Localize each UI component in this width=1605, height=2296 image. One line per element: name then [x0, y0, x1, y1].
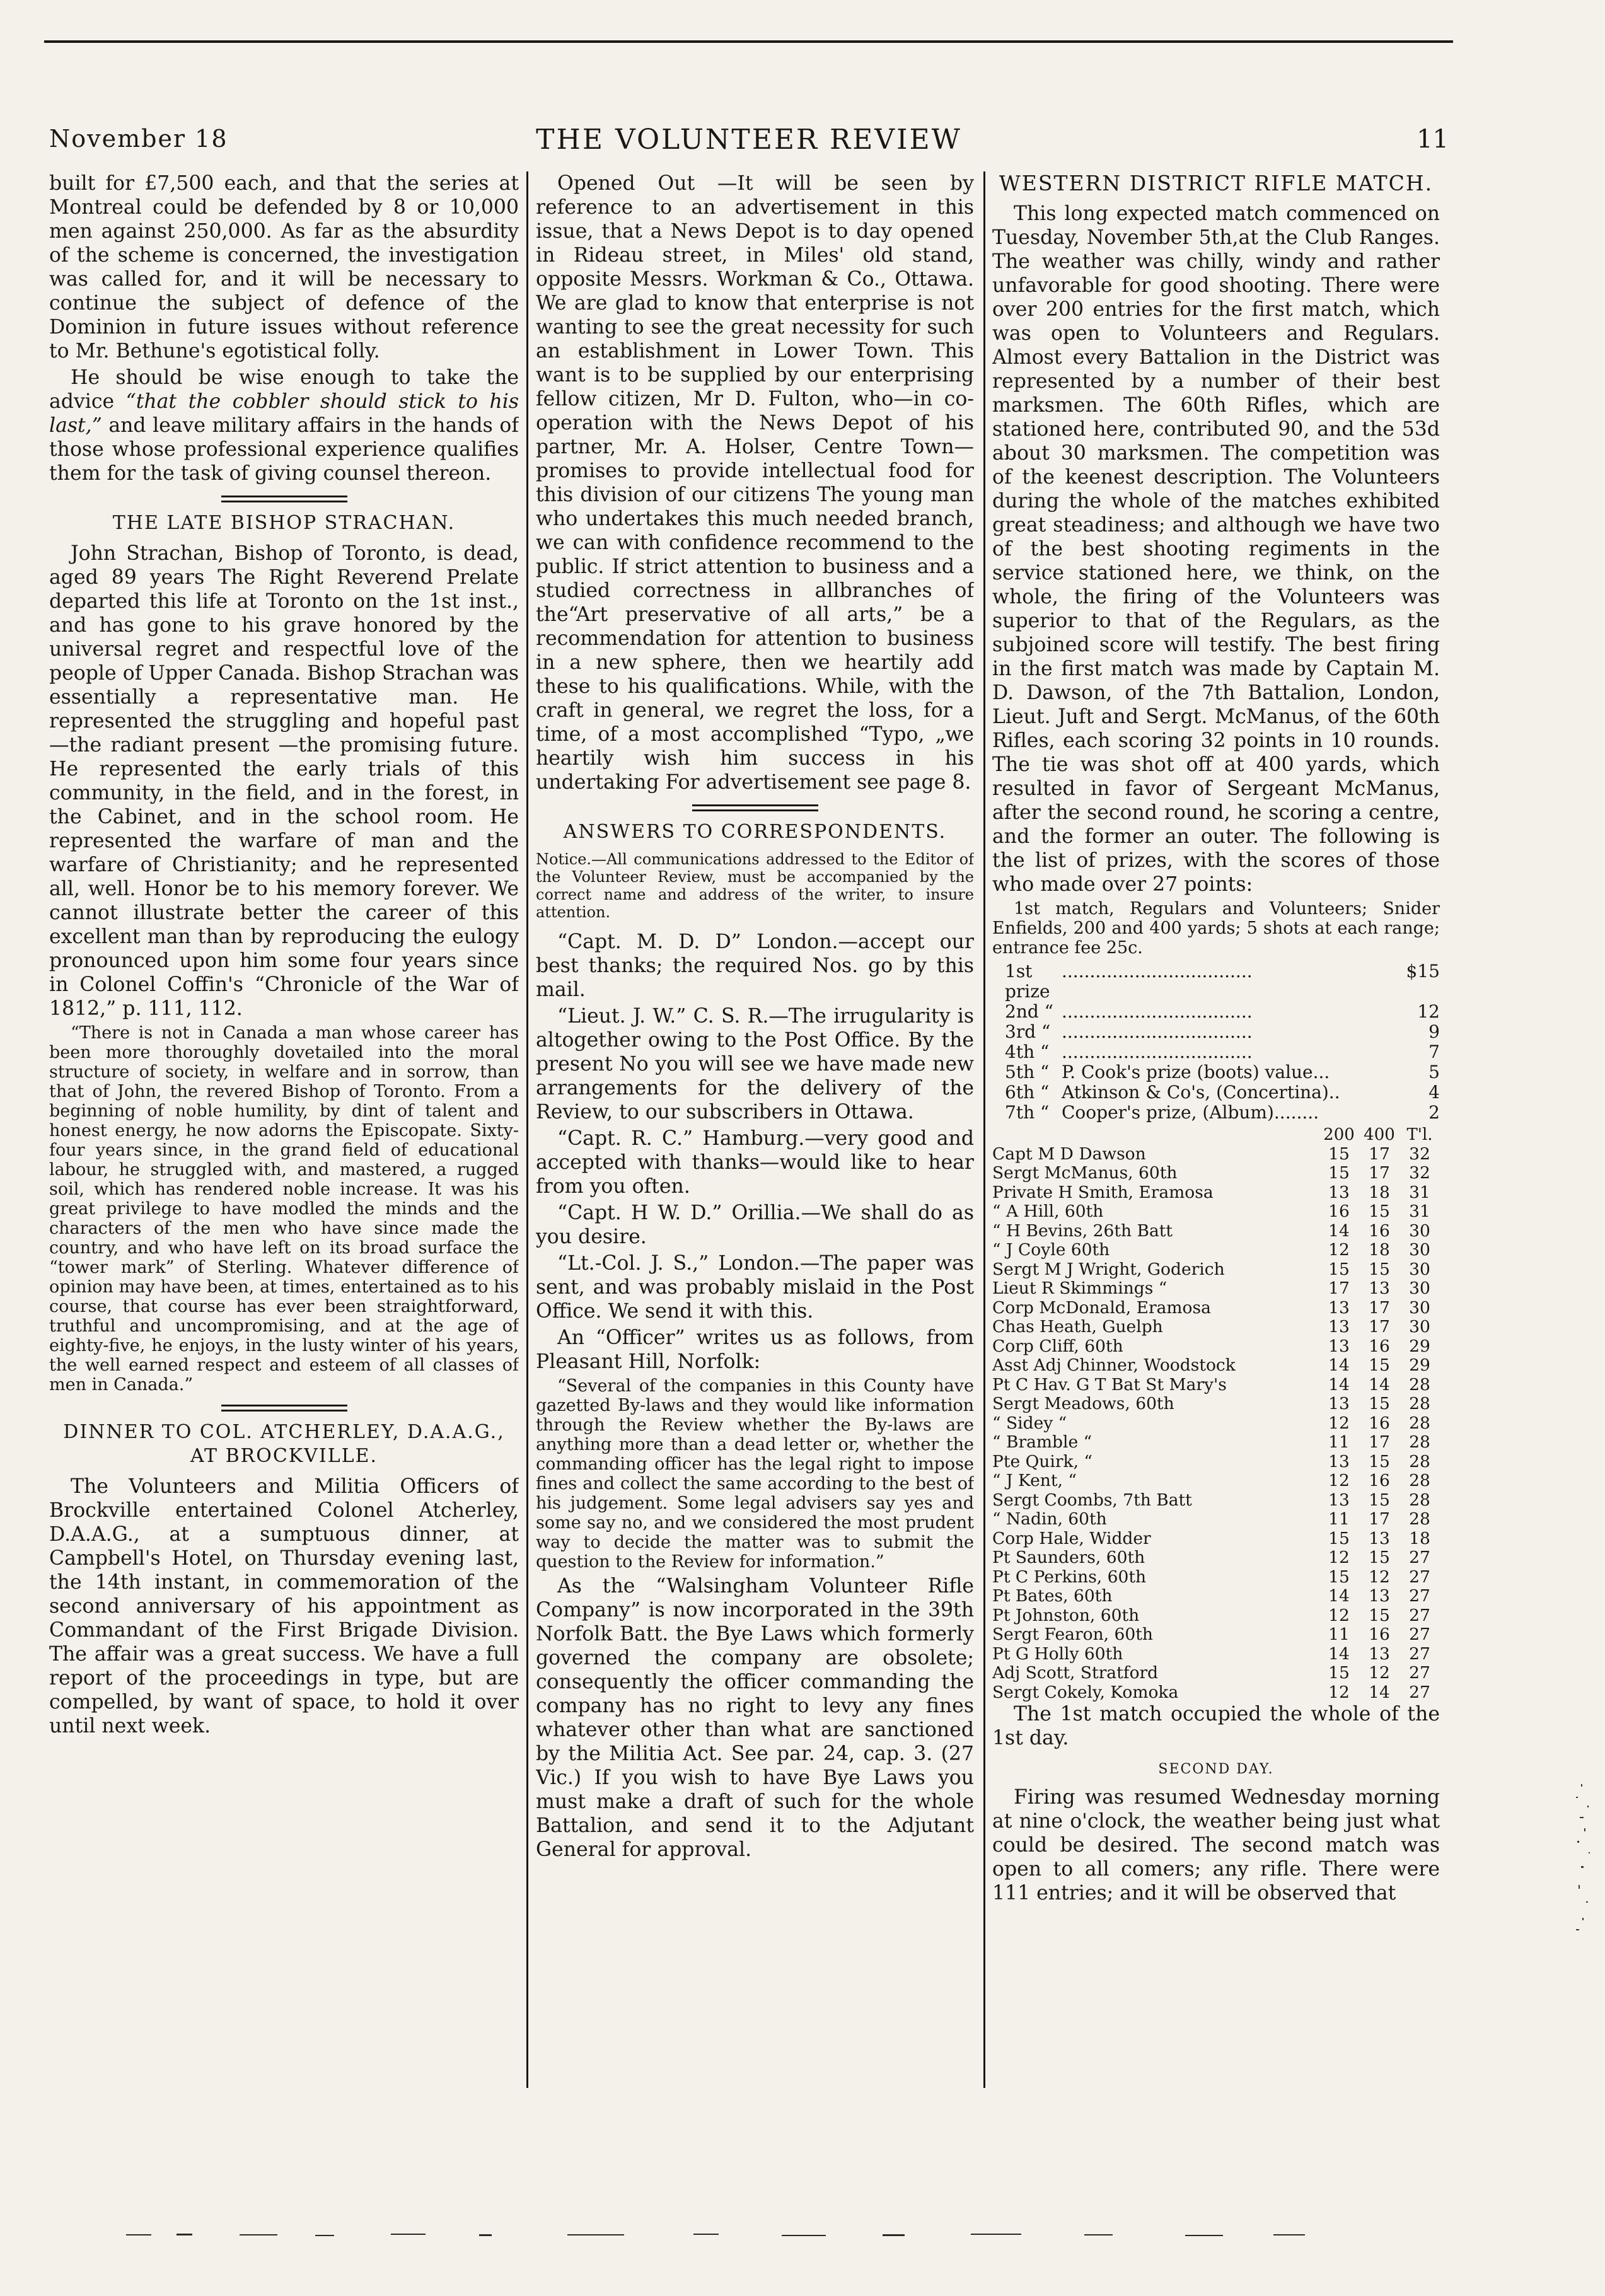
- answers-heading: ANSWERS TO CORRESPONDENTS.: [563, 821, 947, 843]
- masthead: [49, 125, 1449, 163]
- competitor-name: “ J Coyle 60th: [992, 1240, 1110, 1260]
- score-cell: 28: [1409, 1432, 1430, 1452]
- score-header-cell: 200: [1323, 1125, 1355, 1144]
- score-cell: 27: [1409, 1663, 1430, 1683]
- score-cell: 18: [1409, 1528, 1430, 1548]
- score-row: [992, 1471, 1440, 1491]
- score-row: [992, 1164, 1440, 1183]
- issue-date: November 18: [49, 125, 228, 153]
- competitor-name: Capt M D Dawson: [992, 1144, 1146, 1164]
- competitor-name: Corp Hale, Widder: [992, 1528, 1151, 1548]
- score-cell: 28: [1409, 1374, 1430, 1394]
- prize-amount: $15: [1406, 961, 1440, 982]
- score-header-cell: [992, 1125, 1319, 1145]
- score-cell: 16: [1369, 1471, 1390, 1490]
- score-cell: 12: [1328, 1682, 1350, 1702]
- score-cell: 17: [1369, 1163, 1390, 1183]
- section-rule: [692, 804, 818, 811]
- officer-letter: “Several of the companies in this County have gazetted By-laws and they would like information through the Review whether the By-laws are anything more than a dead letter or, whether the commanding officer has the legal right to impose fines and collect the same according to the best of his judgement. Some legal advisers say yes and some say no, and we considered the most prudent way to decide the matter was to submit the question to the Review for information.”: [536, 1376, 974, 1572]
- prize-amount: 5: [1428, 1062, 1440, 1082]
- score-row: [992, 1587, 1440, 1606]
- score-cell: 28: [1409, 1509, 1430, 1529]
- strachan-eulogy: “There is not in Canada a man whose career has been more thoroughly dovetailed into the moral structure of society, in welfare and in sorrow, than that of John, the revered Bishop of Toronto. From a beginning of noble humility, by dint of talent and honest energy, he now adorns the Episcopate. Sixty-four years since, in the grand field of educational labour, he struggled with, and mastered, a rugged soil, which has rendered noble increase. It was his great privilege to have modled the minds and the characters of the men who have since made the country, and who have left on its broad surface the “tower mark” of Sterling. Whatever difference of opinion may have been, at times, entertained as to his course, that course has ever been straightforward, truthful and uncompromising, and at the age of eighty-five, he enjoys, in the lusty winter of his years, the well earned respect and esteem of all classes of men in Canada.”: [49, 1023, 519, 1394]
- prize-place: 3rd “: [1005, 1021, 1051, 1042]
- score-cell: 16: [1369, 1336, 1390, 1356]
- score-cell: 13: [1328, 1317, 1350, 1336]
- score-cell: 27: [1409, 1567, 1430, 1587]
- score-cell: 31: [1409, 1202, 1430, 1221]
- score-cell: 17: [1369, 1509, 1390, 1529]
- score-cell: 30: [1409, 1240, 1430, 1260]
- answer-6: An “Officer” writes us as follows, from Pleasant Hill, Norfolk:: [536, 1326, 974, 1373]
- score-row: [992, 1241, 1440, 1260]
- scan-noise-bottom: [126, 2232, 1324, 2238]
- competitor-name: “ Nadin, 60th: [992, 1509, 1107, 1529]
- score-cell: 15: [1369, 1605, 1390, 1625]
- rifle-match-heading: WESTERN DISTRICT RIFLE MATCH.: [999, 171, 1434, 195]
- score-cell: 30: [1409, 1297, 1430, 1318]
- advice-text-end: and leave military affairs in the hands of those whose professional experience qualifies them for the task of giving counsel thereon.: [49, 414, 519, 485]
- prize-row: [1005, 1002, 1440, 1022]
- after-table-note: The 1st match occupied the whole of the 1st day.: [992, 1703, 1440, 1749]
- score-cell: 14: [1328, 1374, 1350, 1394]
- cobbler-quote: “that the cobbler should stick to his last,”: [49, 390, 519, 437]
- competitor-name: Sergt McManus, 60th: [992, 1163, 1178, 1183]
- score-cell: 12: [1328, 1548, 1350, 1567]
- prize-amount: 9: [1428, 1021, 1440, 1042]
- score-cell: 28: [1409, 1490, 1430, 1510]
- score-cell: 15: [1369, 1202, 1390, 1221]
- prize-detail: ..................................: [1062, 961, 1253, 982]
- competitor-name: “ Bramble “: [992, 1432, 1092, 1452]
- score-cell: 13: [1328, 1451, 1350, 1471]
- score-cell: 29: [1409, 1355, 1430, 1375]
- score-row: [992, 1260, 1440, 1280]
- score-cell: 31: [1409, 1182, 1430, 1202]
- competitor-name: Adj Scott, Stratford: [992, 1663, 1159, 1683]
- score-cell: 16: [1369, 1413, 1390, 1433]
- dinner-article: The Volunteers and Militia Officers of Brockville entertained Colonel Atcherley, D.A.A.G., at a sumptuous dinner, at Campbell's Hotel, on Thursday evening last, the 14th instant, in commemoration of the second anniversary of his appointment as Commandant of the First Brigade Division. The affair was a great success. We have a full report of the proceedings in type, but are compelled, by want of space, to hold it over until next week.: [49, 1475, 519, 1737]
- competitor-name: Pt Bates, 60th: [992, 1586, 1113, 1606]
- competitor-name: Pte Quirk, “: [992, 1451, 1092, 1471]
- prize-list: [1005, 961, 1440, 1123]
- score-cell: 14: [1328, 1355, 1350, 1375]
- prize-detail: Atkinson & Co's, (Concertina)..: [1062, 1082, 1340, 1103]
- competitor-name: Pt Saunders, 60th: [992, 1548, 1145, 1567]
- score-row: [992, 1529, 1440, 1549]
- score-cell: 32: [1409, 1144, 1430, 1164]
- score-cell: 15: [1328, 1528, 1350, 1548]
- score-cell: 15: [1369, 1548, 1390, 1567]
- answer-5: “Lt.-Col. J. S.,” London.—The paper was sent, and was probably mislaid in the Post Office. We send it with this.: [536, 1252, 974, 1323]
- score-cell: 14: [1328, 1586, 1350, 1606]
- score-cell: 17: [1369, 1432, 1390, 1452]
- score-cell: 27: [1409, 1586, 1430, 1606]
- score-cell: 12: [1328, 1605, 1350, 1625]
- competitor-name: Pt G Holly 60th: [992, 1644, 1123, 1664]
- score-cell: 15: [1369, 1355, 1390, 1375]
- score-row: [992, 1279, 1440, 1299]
- competitor-name: “ A Hill, 60th: [992, 1202, 1104, 1221]
- prize-row: [1005, 1062, 1440, 1082]
- score-cell: 27: [1409, 1605, 1430, 1625]
- competitor-name: Corp McDonald, Eramosa: [992, 1297, 1211, 1318]
- competitor-name: Private H Smith, Eramosa: [992, 1182, 1214, 1202]
- prize-detail: ..................................: [1062, 1041, 1253, 1062]
- score-row: [992, 1299, 1440, 1318]
- score-cell: 14: [1328, 1644, 1350, 1664]
- score-cell: 18: [1369, 1240, 1390, 1260]
- score-cell: 11: [1328, 1432, 1350, 1452]
- score-row: [992, 1394, 1440, 1414]
- score-cell: 28: [1409, 1471, 1430, 1490]
- score-cell: 15: [1328, 1567, 1350, 1587]
- match-intro: 1st match, Regulars and Volunteers; Snider Enfields, 200 and 400 yards; 5 shots at each range; entrance fee 25c.: [992, 899, 1440, 958]
- column-3: [992, 171, 1440, 2088]
- prize-place: 1st prize: [1005, 961, 1050, 1002]
- score-cell: 12: [1328, 1413, 1350, 1433]
- answer-3: “Capt. R. C.” Hamburg.—very good and accepted with thanks—would like to hear from you often.: [536, 1127, 974, 1198]
- score-row: [992, 1337, 1440, 1357]
- prize-amount: 2: [1428, 1102, 1440, 1123]
- scan-noise-margin: [1562, 1778, 1600, 1942]
- score-cell: 30: [1409, 1220, 1430, 1241]
- score-cell: 15: [1369, 1451, 1390, 1471]
- score-cell: 13: [1328, 1394, 1350, 1413]
- second-day-article: Firing was resumed Wednesday morning at nine o'clock, the weather being just what could be desired. The second match was open to all comers; any rifle. There were 111 entries; and it will be observed that: [992, 1786, 1440, 1905]
- score-cell: 14: [1369, 1374, 1390, 1394]
- score-cell: 13: [1369, 1644, 1390, 1664]
- defence-article-end: built for £7,500 each, and that the series at Montreal could be defended by 8 or 10,000 men against 250,000. As far as the absurdity of the scheme is concerned, the investigation was called for, and it will be necessary to continue the subject of defence of the Dominion in future issues without reference to Mr. Bethune's egotistical folly.: [49, 172, 519, 362]
- score-cell: 13: [1328, 1490, 1350, 1510]
- score-cell: 12: [1369, 1567, 1390, 1587]
- score-cell: 30: [1409, 1317, 1430, 1336]
- prize-place: 7th “: [1005, 1102, 1050, 1123]
- competitor-name: Pt Johnston, 60th: [992, 1605, 1140, 1625]
- score-cell: 28: [1409, 1394, 1430, 1413]
- rifle-match-article: This long expected match commenced on Tuesday, November 5th,at the Club Ranges. The weather was chilly, windy and rather unfavorable for good shooting. There were over 200 entries for the first match, which was open to Volunteers and Regulars. Almost every Battalion in the District was represented by a number of their best marksmen. The 60th Rifles, which are stationed here, contributed 90, and the 53d about 30 marksmen. The competition was of the keenest description. The Volunteers during the whole of the matches exhibited great steadiness; and although we have two of the best shooting regiments in the service stationed here, we think, on the whole, the firing of the Volunteers was superior to that of the Regulars, as the subjoined score will testify. The best firing in the first match was made by Captain M. D. Dawson, of the 7th Battalion, London, Lieut. Juft and Sergt. McManus, of the 60th Rifles, each scoring 32 points in 10 rounds. The tie was shot off at 400 yards, which resulted in favor of Sergeant McManus, after the second round, he scoring a centre, and the former an outer. The following is the list of prizes, with the scores of those who made over 27 points:: [992, 202, 1440, 896]
- score-header-row: [992, 1125, 1440, 1145]
- score-cell: 14: [1328, 1220, 1350, 1241]
- competitor-name: Sergt Meadows, 60th: [992, 1394, 1174, 1413]
- score-cell: 28: [1409, 1451, 1430, 1471]
- score-row: [992, 1356, 1440, 1376]
- score-header-cell: 400: [1364, 1125, 1395, 1144]
- second-day-heading: SECOND DAY.: [1158, 1761, 1274, 1777]
- section-rule: [221, 496, 347, 502]
- score-cell: 27: [1409, 1625, 1430, 1644]
- score-cell: 15: [1328, 1144, 1350, 1164]
- news-depot-article: Opened Out —It will be seen by reference to an advertisement in this issue, that a News Depot is to day opened in Rideau street, in Miles' old stand, opposite Messrs. Workman & Co., Ottawa. We are glad to know that enterprise is not wanting to see the great necessity for such an establishment in Lower Town. This want is to be supplied by our enterprising fellow citizen, Mr D. Fulton, who—in co-operation with the News Depot of his partner, Mr. A. Holser, Centre Town—promises to provide intellectual food for this division of our citizens The young man who undertakes this much needed branch, we can with confidence recommend to the public. If strict attention to business and a studied correctness in allbranches of the“Art preservative of all arts,” be a recommendation for attention to business in a new sphere, then we heartily add these to his qualifications. While, with the craft in general, we regret the loss, for a time, of a most accomplished “Typo, „we heartily wish him success in his undertaking For advertisement see page 8.: [536, 172, 974, 794]
- score-cell: 30: [1409, 1259, 1430, 1279]
- score-cell: 27: [1409, 1682, 1430, 1702]
- score-cell: 17: [1369, 1144, 1390, 1164]
- answer-1: “Capt. M. D. D” London.—accept our best thanks; the required Nos. go by this mail.: [536, 931, 974, 1001]
- score-row: [992, 1491, 1440, 1510]
- editor-notice: Notice.—All communications addressed to the Editor of the Volunteer Review, must be accompanied by the correct name and address of the writer, to insure attention.: [536, 850, 974, 921]
- column-1: [49, 171, 519, 2088]
- prize-place: 2nd “: [1005, 1001, 1053, 1022]
- score-cell: 15: [1369, 1490, 1390, 1510]
- prize-place: 4th “: [1005, 1041, 1050, 1062]
- score-cell: 13: [1328, 1336, 1350, 1356]
- score-row: [992, 1548, 1440, 1568]
- score-row: [992, 1222, 1440, 1241]
- score-cell: 16: [1328, 1202, 1350, 1221]
- section-rule: [221, 1405, 347, 1412]
- score-table: [992, 1125, 1440, 1702]
- prize-row: [1005, 1042, 1440, 1062]
- score-cell: 17: [1328, 1278, 1350, 1298]
- score-cell: 28: [1409, 1413, 1430, 1433]
- score-header-cell: T'l.: [1406, 1125, 1433, 1144]
- prize-amount: 7: [1428, 1041, 1440, 1062]
- prize-place: 5th “: [1005, 1062, 1050, 1082]
- competitor-name: Asst Adj Chinner, Woodstock: [992, 1355, 1236, 1375]
- answer-4: “Capt. H W. D.” Orillia.—We shall do as you desire.: [536, 1202, 974, 1248]
- score-row: [992, 1452, 1440, 1472]
- score-cell: 13: [1369, 1278, 1390, 1298]
- score-row: [992, 1683, 1440, 1703]
- column-divider-1: [526, 171, 528, 2088]
- score-row: [992, 1510, 1440, 1529]
- strachan-heading: THE LATE BISHOP STRACHAN.: [112, 512, 456, 534]
- score-cell: 13: [1369, 1528, 1390, 1548]
- score-cell: 11: [1328, 1509, 1350, 1529]
- score-cell: 15: [1328, 1259, 1350, 1279]
- score-cell: 11: [1328, 1625, 1350, 1644]
- score-row: [992, 1376, 1440, 1395]
- prize-row: [1005, 1082, 1440, 1103]
- column-divider-2: [983, 171, 985, 2088]
- score-row: [992, 1145, 1440, 1164]
- prize-detail: ..................................: [1062, 1001, 1253, 1022]
- dinner-heading: DINNER TO COL. ATCHERLEY, D.A.A.G., AT BROCKVILLE.: [63, 1421, 505, 1467]
- prize-detail: ..................................: [1062, 1021, 1253, 1042]
- competitor-name: Sergt Coombs, 7th Batt: [992, 1490, 1192, 1510]
- competitor-name: “ Sidey “: [992, 1413, 1067, 1433]
- prize-amount: 4: [1428, 1082, 1440, 1103]
- score-cell: 12: [1328, 1471, 1350, 1490]
- competitor-name: Sergt Cokely, Komoka: [992, 1682, 1179, 1702]
- score-cell: 17: [1369, 1297, 1390, 1318]
- score-cell: 16: [1369, 1625, 1390, 1644]
- defence-article-advice: [49, 366, 519, 485]
- score-cell: 15: [1369, 1394, 1390, 1413]
- score-row: [992, 1318, 1440, 1337]
- competitor-name: “ H Bevins, 26th Batt: [992, 1220, 1173, 1241]
- score-row: [992, 1606, 1440, 1626]
- score-row: [992, 1183, 1440, 1203]
- score-row: [992, 1433, 1440, 1452]
- advice-text: He should be wise enough to take the advice: [49, 366, 519, 413]
- score-cell: 12: [1369, 1663, 1390, 1683]
- answer-2: “Lieut. J. W.” C. S. R.—The irrugularity is altogether owing to the Post Office. By the present No you will see we have made new arrangements for the delivery of the Review, to our subscribers in Ottawa.: [536, 1005, 974, 1123]
- page-number: 11: [1417, 125, 1449, 154]
- prize-place: 6th “: [1005, 1082, 1050, 1103]
- score-row: [992, 1414, 1440, 1434]
- publication-title: THE VOLUNTEER REVIEW: [536, 124, 962, 156]
- score-cell: 27: [1409, 1644, 1430, 1664]
- prize-detail: P. Cook's prize (boots) value...: [1062, 1062, 1330, 1082]
- column-2: [536, 171, 974, 2088]
- prize-row: [1005, 961, 1440, 1002]
- score-cell: 18: [1369, 1182, 1390, 1202]
- prize-detail: Cooper's prize, (Album)........: [1062, 1102, 1319, 1123]
- score-row: [992, 1202, 1440, 1222]
- score-cell: 13: [1328, 1182, 1350, 1202]
- answer-8: As the “Walsingham Volunteer Rifle Company” is now incorporated in the 39th Norfolk Batt. the Bye Laws which formerly governed the company are obsolete; consequently the officer commanding the company has no right to levy any fines whatever other than what are sanctioned by the Militia Act. See par. 24, cap. 3. (27 Vic.) If you wish to have Bye Laws you must make a draft of such for the whole Battalion, and send it to the Adjutant General for approval.: [536, 1575, 974, 1861]
- competitor-name: “ J Kent, “: [992, 1471, 1077, 1490]
- competitor-name: Pt C Hav. G T Bat St Mary's: [992, 1374, 1227, 1394]
- score-row: [992, 1664, 1440, 1683]
- competitor-name: Sergt M J Wright, Goderich: [992, 1259, 1225, 1279]
- score-row: [992, 1645, 1440, 1664]
- score-cell: 32: [1409, 1163, 1430, 1183]
- score-cell: 15: [1328, 1163, 1350, 1183]
- score-cell: 13: [1328, 1297, 1350, 1318]
- prize-amount: 12: [1417, 1001, 1440, 1022]
- score-cell: 16: [1369, 1220, 1390, 1241]
- score-row: [992, 1568, 1440, 1587]
- competitor-name: Chas Heath, Guelph: [992, 1317, 1163, 1336]
- competitor-name: Lieut R Skimmings “: [992, 1278, 1168, 1298]
- competitor-name: Sergt Fearon, 60th: [992, 1625, 1153, 1644]
- score-cell: 13: [1369, 1586, 1390, 1606]
- score-cell: 29: [1409, 1336, 1430, 1356]
- masthead-rule: [44, 40, 1453, 43]
- competitor-name: Pt C Perkins, 60th: [992, 1567, 1147, 1587]
- score-row: [992, 1625, 1440, 1645]
- score-cell: 14: [1369, 1682, 1390, 1702]
- competitor-name: Corp Cliff, 60th: [992, 1336, 1123, 1356]
- prize-row: [1005, 1103, 1440, 1123]
- score-cell: 12: [1328, 1240, 1350, 1260]
- score-cell: 27: [1409, 1548, 1430, 1567]
- score-cell: 15: [1328, 1663, 1350, 1683]
- score-cell: 17: [1369, 1317, 1390, 1336]
- score-cell: 30: [1409, 1278, 1430, 1298]
- prize-row: [1005, 1022, 1440, 1042]
- strachan-obituary: John Strachan, Bishop of Toronto, is dead, aged 89 years The Right Reverend Prelate departed this life at Toronto on the 1st inst., and has gone to his grave honored by the universal regret and respectful love of the people of Upper Canada. Bishop Strachan was essentially a representative man. He represented the struggling and hopeful past —the radiant present —the promising future. He represented the early trials of this community, in the field, and in the forest, in the Cabinet, and in the school room. He represented the warfare of man and the warfare of Christianity; and he represented all, well. Honor be to his memory forever. We cannot illustrate better the career of this excellent man than by reproducing the eulogy pronounced upon him some four years since in Colonel Coffin's “Chronicle of the War of 1812,” p. 111, 112.: [49, 542, 519, 1020]
- score-cell: 15: [1369, 1259, 1390, 1279]
